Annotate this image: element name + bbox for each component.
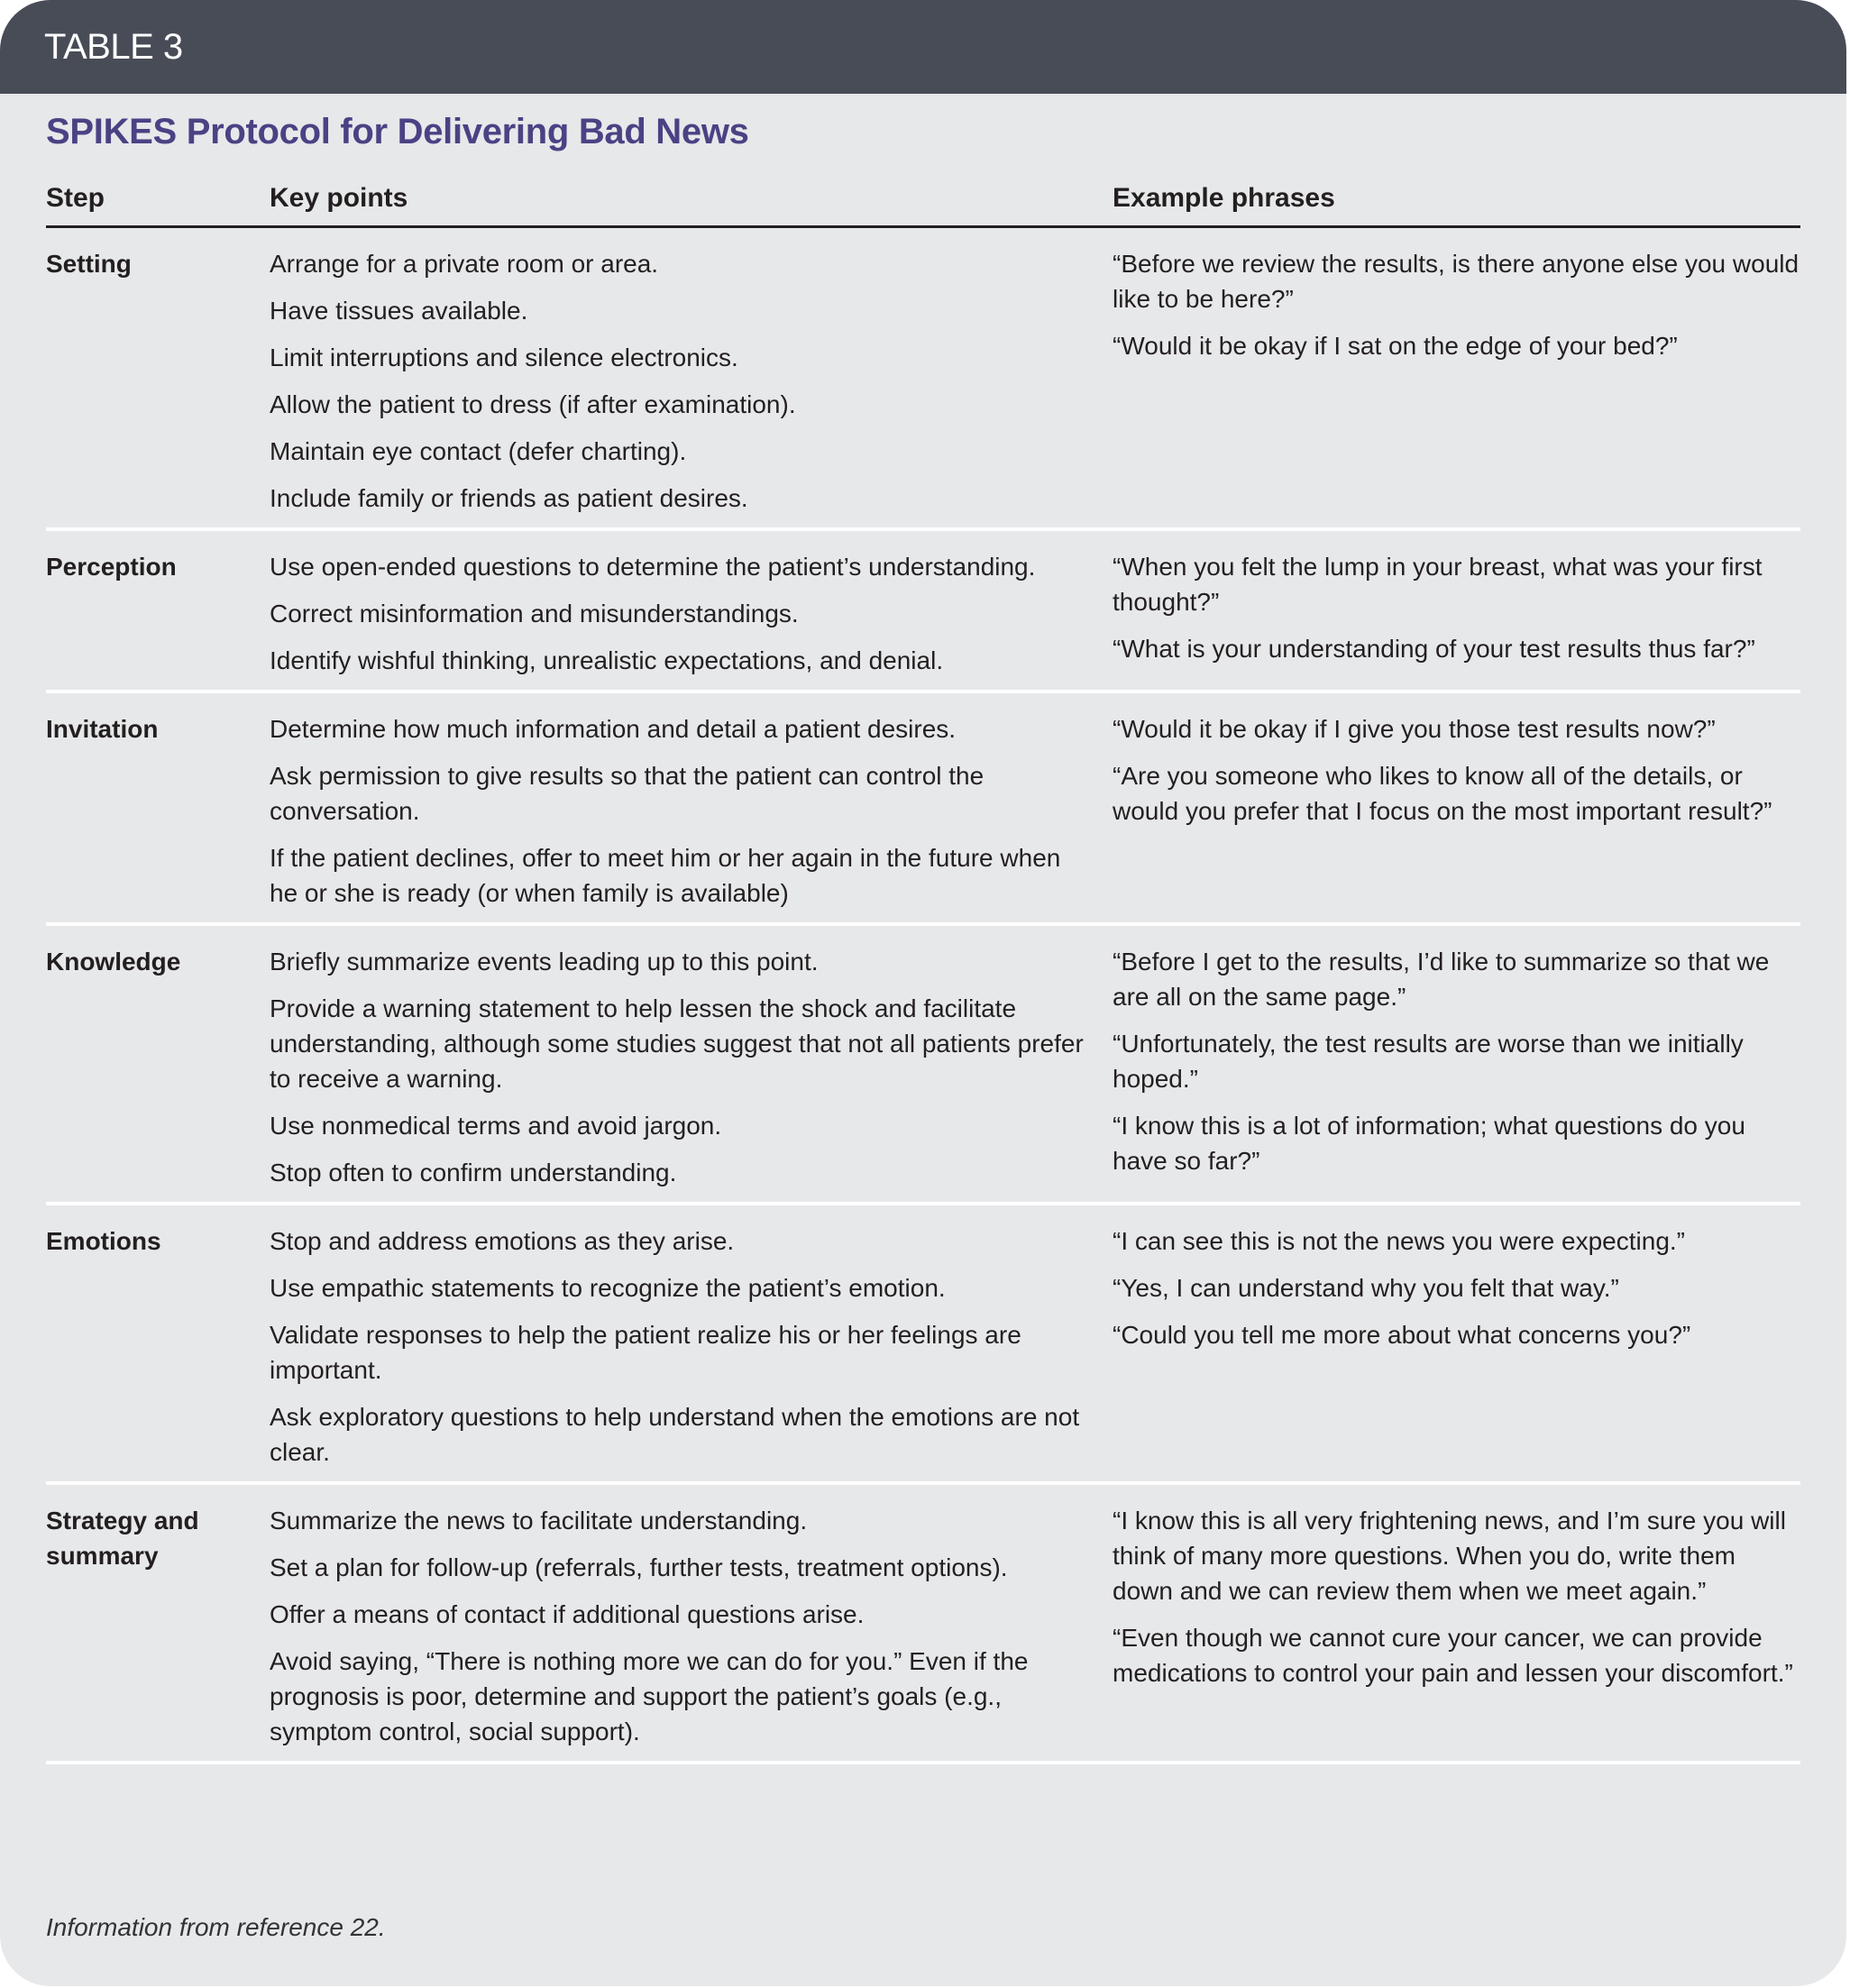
example-phrase: “Before we review the results, is there anyone else you would like to be here?”: [1113, 250, 1800, 313]
table-header-bar: [0, 0, 1846, 94]
step-cell: Knowledge: [46, 948, 181, 976]
example-phrase: “Unfortunately, the test results are worse than we initially hoped.”: [1113, 1030, 1744, 1093]
example-phrase: “I know this is a lot of information; what questions do you have so far?”: [1113, 1112, 1745, 1175]
example-phrase: “I can see this is not the news you were expecting.”: [1113, 1227, 1685, 1255]
key-point: Offer a means of contact if additional questions arise.: [270, 1600, 865, 1628]
column-header-key-points: Key points: [270, 183, 408, 213]
table-row: [46, 531, 1800, 693]
key-point: Provide a warning statement to help lessen the shock and facilitate understanding, although some studies suggest that not all patients prefer to receive a warning.: [270, 994, 1084, 1093]
step-cell: Perception: [46, 553, 177, 581]
step-cell: Strategy and summary: [46, 1507, 199, 1570]
key-point: Briefly summarize events leading up to this point.: [270, 948, 819, 976]
step-cell: Invitation: [46, 715, 159, 743]
key-point: Include family or friends as patient desires.: [270, 484, 748, 512]
key-points-cell: [270, 1223, 1113, 1470]
spikes-table: [46, 171, 1800, 1764]
table-row: [46, 693, 1800, 926]
key-point: Avoid saying, “There is nothing more we can do for you.” Even if the prognosis is poor, determine and support the patient’s goals (e.g., symptom control, social support).: [270, 1647, 1029, 1745]
key-points-cell: [270, 711, 1113, 911]
example-phrases-cell: [1113, 246, 1800, 516]
example-phrases-cell: [1113, 711, 1800, 911]
example-phrase: “Are you someone who likes to know all of the details, or would you prefer that I focus on the most important result?”: [1113, 762, 1772, 825]
step-cell: Setting: [46, 250, 132, 278]
key-point: Use nonmedical terms and avoid jargon.: [270, 1112, 722, 1140]
example-phrases-cell: [1113, 549, 1800, 678]
key-point: Use open-ended questions to determine the patient’s understanding.: [270, 553, 1036, 581]
key-points-cell: [270, 246, 1113, 516]
key-points-cell: [270, 1503, 1113, 1749]
key-point: Allow the patient to dress (if after examination).: [270, 390, 796, 418]
example-phrase: “Yes, I can understand why you felt that way.”: [1113, 1274, 1619, 1302]
example-phrase: “Before I get to the results, I’d like to summarize so that we are all on the same page.”: [1113, 948, 1770, 1011]
key-point: Identify wishful thinking, unrealistic expectations, and denial.: [270, 646, 944, 674]
table-row: [46, 1205, 1800, 1485]
key-point: Maintain eye contact (defer charting).: [270, 437, 687, 465]
key-points-cell: [270, 944, 1113, 1190]
key-point: Validate responses to help the patient realize his or her feelings are important.: [270, 1321, 1021, 1384]
key-point: Limit interruptions and silence electronics.: [270, 344, 738, 371]
example-phrases-cell: [1113, 944, 1800, 1190]
table-row: [46, 1485, 1800, 1764]
column-header-example-phrases: Example phrases: [1113, 183, 1335, 213]
example-phrase: “When you felt the lump in your breast, what was your first thought?”: [1113, 553, 1763, 616]
example-phrases-cell: [1113, 1503, 1800, 1749]
key-point: Ask permission to give results so that the patient can control the conversation.: [270, 762, 985, 825]
table-title: SPIKES Protocol for Delivering Bad News: [46, 112, 749, 151]
key-point: Ask exploratory questions to help understand when the emotions are not clear.: [270, 1403, 1080, 1466]
key-point: Have tissues available.: [270, 297, 528, 325]
example-phrase: “I know this is all very frightening news, and I’m sure you will think of many more questions. When you do, write them down and we can review them when we meet again.”: [1113, 1507, 1786, 1605]
example-phrase: “Would it be okay if I sat on the edge of your bed?”: [1113, 332, 1678, 360]
key-point: If the patient declines, offer to meet him or her again in the future when he or she is ready (or when family is available): [270, 844, 1061, 907]
table-body: [46, 228, 1800, 1764]
key-point: Stop and address emotions as they arise.: [270, 1227, 735, 1255]
key-point: Use empathic statements to recognize the patient’s emotion.: [270, 1274, 946, 1302]
example-phrase: “Even though we cannot cure your cancer, we can provide medications to control your pain and lessen your discomfort.”: [1113, 1624, 1793, 1687]
key-point: Determine how much information and detail a patient desires.: [270, 715, 957, 743]
key-point: Summarize the news to facilitate understanding.: [270, 1507, 808, 1535]
example-phrases-cell: [1113, 1223, 1800, 1470]
step-cell: Emotions: [46, 1227, 161, 1255]
key-point: Stop often to confirm understanding.: [270, 1159, 677, 1186]
key-point: Set a plan for follow-up (referrals, further tests, treatment options).: [270, 1553, 1008, 1581]
column-header-step: Step: [46, 183, 105, 213]
table-head: [46, 171, 1800, 228]
footnote: Information from reference 22.: [46, 1913, 386, 1941]
example-phrase: “What is your understanding of your test results thus far?”: [1113, 635, 1755, 663]
key-point: Arrange for a private room or area.: [270, 250, 659, 278]
table-row: [46, 228, 1800, 531]
example-phrase: “Would it be okay if I give you those test results now?”: [1113, 715, 1716, 743]
key-point: Correct misinformation and misunderstandings.: [270, 600, 799, 628]
key-points-cell: [270, 549, 1113, 678]
table-row: [46, 926, 1800, 1205]
example-phrase: “Could you tell me more about what concerns you?”: [1113, 1321, 1691, 1349]
table-label: TABLE 3: [44, 27, 183, 67]
